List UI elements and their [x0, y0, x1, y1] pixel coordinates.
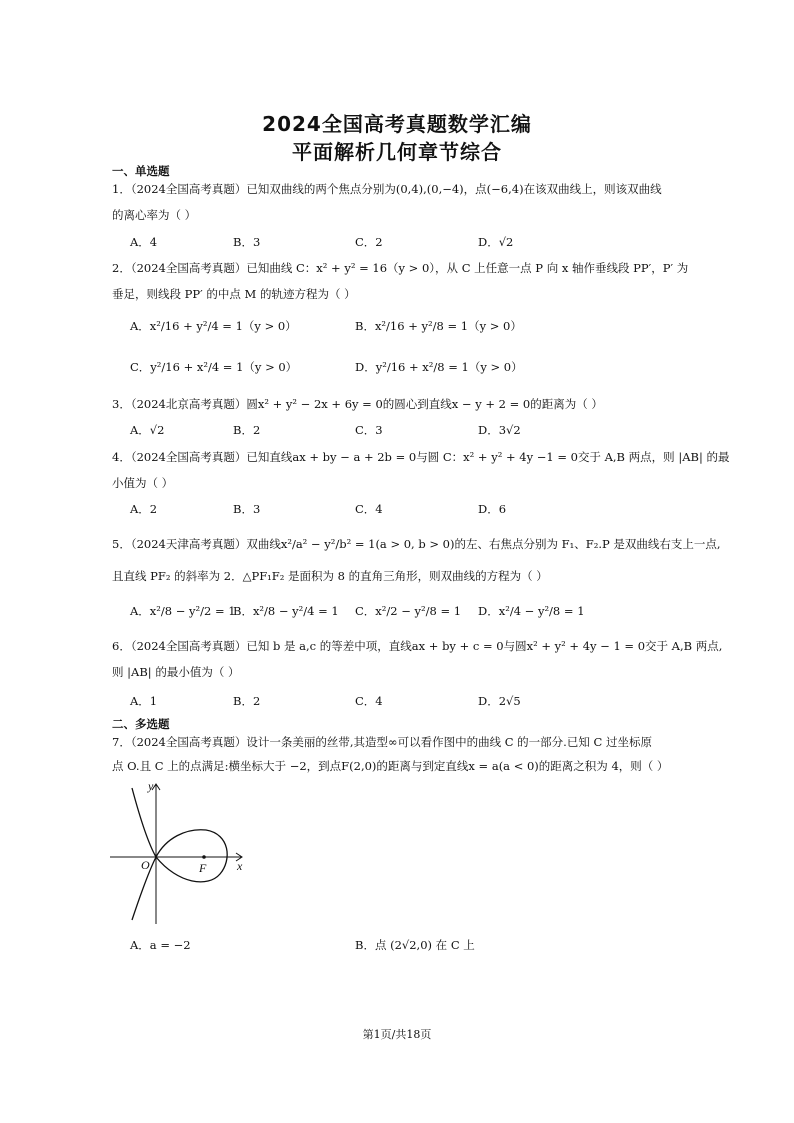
question-2-line-1 — [112, 260, 688, 276]
question-2-line-2: 垂足，则线段 PP′ 的中点 M 的轨迹方程为（ ） — [112, 287, 356, 301]
q7-text-mid: 的距离与到定直线 — [376, 759, 469, 773]
q4-option-d: D．6 — [478, 502, 507, 516]
q5-text-pre: 5．（2024天津高考真题）双曲线 — [112, 537, 281, 551]
origin-label: O — [141, 858, 150, 872]
q1-option-b: B．3 — [233, 235, 261, 249]
q3-text-pre: 3．（2024北京高考真题）圆 — [112, 397, 258, 411]
q7-option-b: B．点 (2√2,0) 在 C 上 — [355, 938, 475, 952]
q3-option-c: C．3 — [355, 423, 383, 437]
q6-option-d: D．2√5 — [478, 694, 521, 708]
q6-text-pre: 6．（2024全国高考真题）已知 b 是 a,c 的等差中项，直线 — [112, 639, 412, 653]
page-subtitle: 平面解析几何章节综合 — [292, 140, 502, 164]
q5-option-b: B．x²/8 − y²/4 = 1 — [233, 604, 339, 618]
q5-option-c: C．x²/2 − y²/8 = 1 — [355, 604, 462, 618]
q6-option-b: B．2 — [233, 694, 261, 708]
focus-label: F — [199, 861, 207, 875]
q5-text-post: 的左、右焦点分别为 F₁、F₂.P 是双曲线右支上一点, — [454, 537, 721, 551]
q7-text-post: 的距离之积为 4，则（ ） — [538, 759, 669, 773]
q4-text-pre: 4．（2024全国高考真题）已知直线 — [112, 450, 293, 464]
q5-option-a: A．x²/8 − y²/2 = 1 — [130, 604, 236, 618]
q6-option-a: A．1 — [130, 694, 158, 708]
q2-option-d: D．y²/16 + x²/8 = 1（y > 0） — [355, 360, 523, 374]
q3-circle-eq: x² + y² − 2x + 6y = 0 — [257, 397, 383, 411]
q3-text-mid: 的圆心到直线 — [382, 397, 452, 411]
page-title: 2024全国高考真题数学汇编 — [262, 112, 532, 136]
q4-circle-eq: x² + y² + 4y −1 = 0 — [463, 450, 578, 464]
q6-circle-eq: x² + y² + 4y − 1 = 0 — [526, 639, 646, 653]
q1-option-c: C．2 — [355, 235, 383, 249]
x-axis-label: x — [237, 859, 243, 873]
page-number: 第1页/共18页 — [362, 1028, 432, 1041]
question-7-line-1: 7．（2024全国高考真题）设计一条美丽的丝带,其造型∞可以看作图中的曲线 C 的一部分.已知 C 过坐标原 — [112, 735, 652, 749]
q1-option-a: A．4 — [130, 235, 158, 249]
q2-option-b: B．x²/16 + y²/8 = 1（y > 0） — [355, 319, 522, 333]
q5-option-d: D．x²/4 − y²/8 = 1 — [478, 604, 585, 618]
q5-hyperbola-eq: x²/a² − y²/b² = 1(a > 0, b > 0) — [280, 537, 455, 551]
q6-line-eq: ax + by + c = 0 — [411, 639, 504, 653]
q3-line-eq: x − y + 2 = 0 — [451, 397, 531, 411]
q2-option-a: A．x²/16 + y²/4 = 1（y > 0） — [130, 319, 297, 333]
q7-curve-figure — [108, 778, 253, 926]
q4-line-eq: ax + by − a + 2b = 0 — [292, 450, 417, 464]
q7-line-eq: x = a(a < 0) — [468, 759, 539, 773]
q1-text-pre: 1．（2024全国高考真题）已知双曲线的两个焦点分别为 — [112, 182, 396, 196]
question-1-line-1 — [112, 181, 662, 197]
section-heading-single-choice: 一、单选题 — [112, 164, 170, 178]
section-heading-multi-choice: 二、多选题 — [112, 717, 170, 731]
question-5-line-1 — [112, 536, 721, 552]
q3-option-a: A．√2 — [130, 423, 165, 437]
q1-foci: (0,4),(0,−4) — [395, 182, 464, 196]
q1-text-mid: ，点 — [463, 182, 487, 196]
q2-text-post: ，从 C 上任意一点 P 向 x 轴作垂线段 PP′，P′ 为 — [435, 261, 689, 275]
q2-text-pre: 2．（2024全国高考真题）已知曲线 C： — [112, 261, 317, 275]
q2-curve-eq: x² + y² = 16（y > 0） — [316, 261, 436, 275]
q4-option-a: A．2 — [130, 502, 158, 516]
focus-point-f — [202, 855, 206, 859]
q2-option-c: C．y²/16 + x²/4 = 1（y > 0） — [130, 360, 298, 374]
q6-text-post: 交于 A,B 两点, — [645, 639, 723, 653]
curve-loop — [156, 830, 227, 882]
q1-option-d: D．√2 — [478, 235, 514, 249]
question-6-line-1 — [112, 638, 722, 654]
y-axis-label: y — [148, 779, 154, 793]
q4-option-b: B．3 — [233, 502, 261, 516]
q1-text-post: 在该双曲线上，则该双曲线 — [523, 182, 662, 196]
q4-text-mid: 与圆 C： — [416, 450, 464, 464]
q6-option-c: C．4 — [355, 694, 383, 708]
question-4-line-1 — [112, 449, 729, 465]
question-3-line-1 — [112, 396, 603, 412]
q4-text-post: 交于 A,B 两点，则 |AB| 的最 — [577, 450, 730, 464]
q1-point: (−6,4) — [486, 182, 524, 196]
question-5-line-2: 且直线 PF₂ 的斜率为 2．△PF₁F₂ 是面积为 8 的直角三角形，则双曲线的方程为（ ） — [112, 569, 548, 583]
question-1-line-2: 的离心率为（ ） — [112, 208, 197, 222]
q7-text-pre: 点 O.且 C 上的点满足:横坐标大于 −2，到点 — [112, 759, 342, 773]
q4-option-c: C．4 — [355, 502, 383, 516]
q6-text-mid: 与圆 — [503, 639, 527, 653]
question-6-line-2: 则 |AB| 的最小值为（ ） — [112, 665, 240, 679]
curve-left-branch — [132, 788, 156, 920]
q3-option-d: D．3√2 — [478, 423, 521, 437]
q3-text-post: 的距离为（ ） — [530, 397, 603, 411]
question-4-line-2: 小值为（ ） — [112, 476, 174, 490]
q7-option-a: A．a = −2 — [130, 938, 191, 952]
q3-option-b: B．2 — [233, 423, 261, 437]
question-7-line-2 — [112, 758, 668, 774]
q7-point-f: F(2,0) — [341, 759, 377, 773]
